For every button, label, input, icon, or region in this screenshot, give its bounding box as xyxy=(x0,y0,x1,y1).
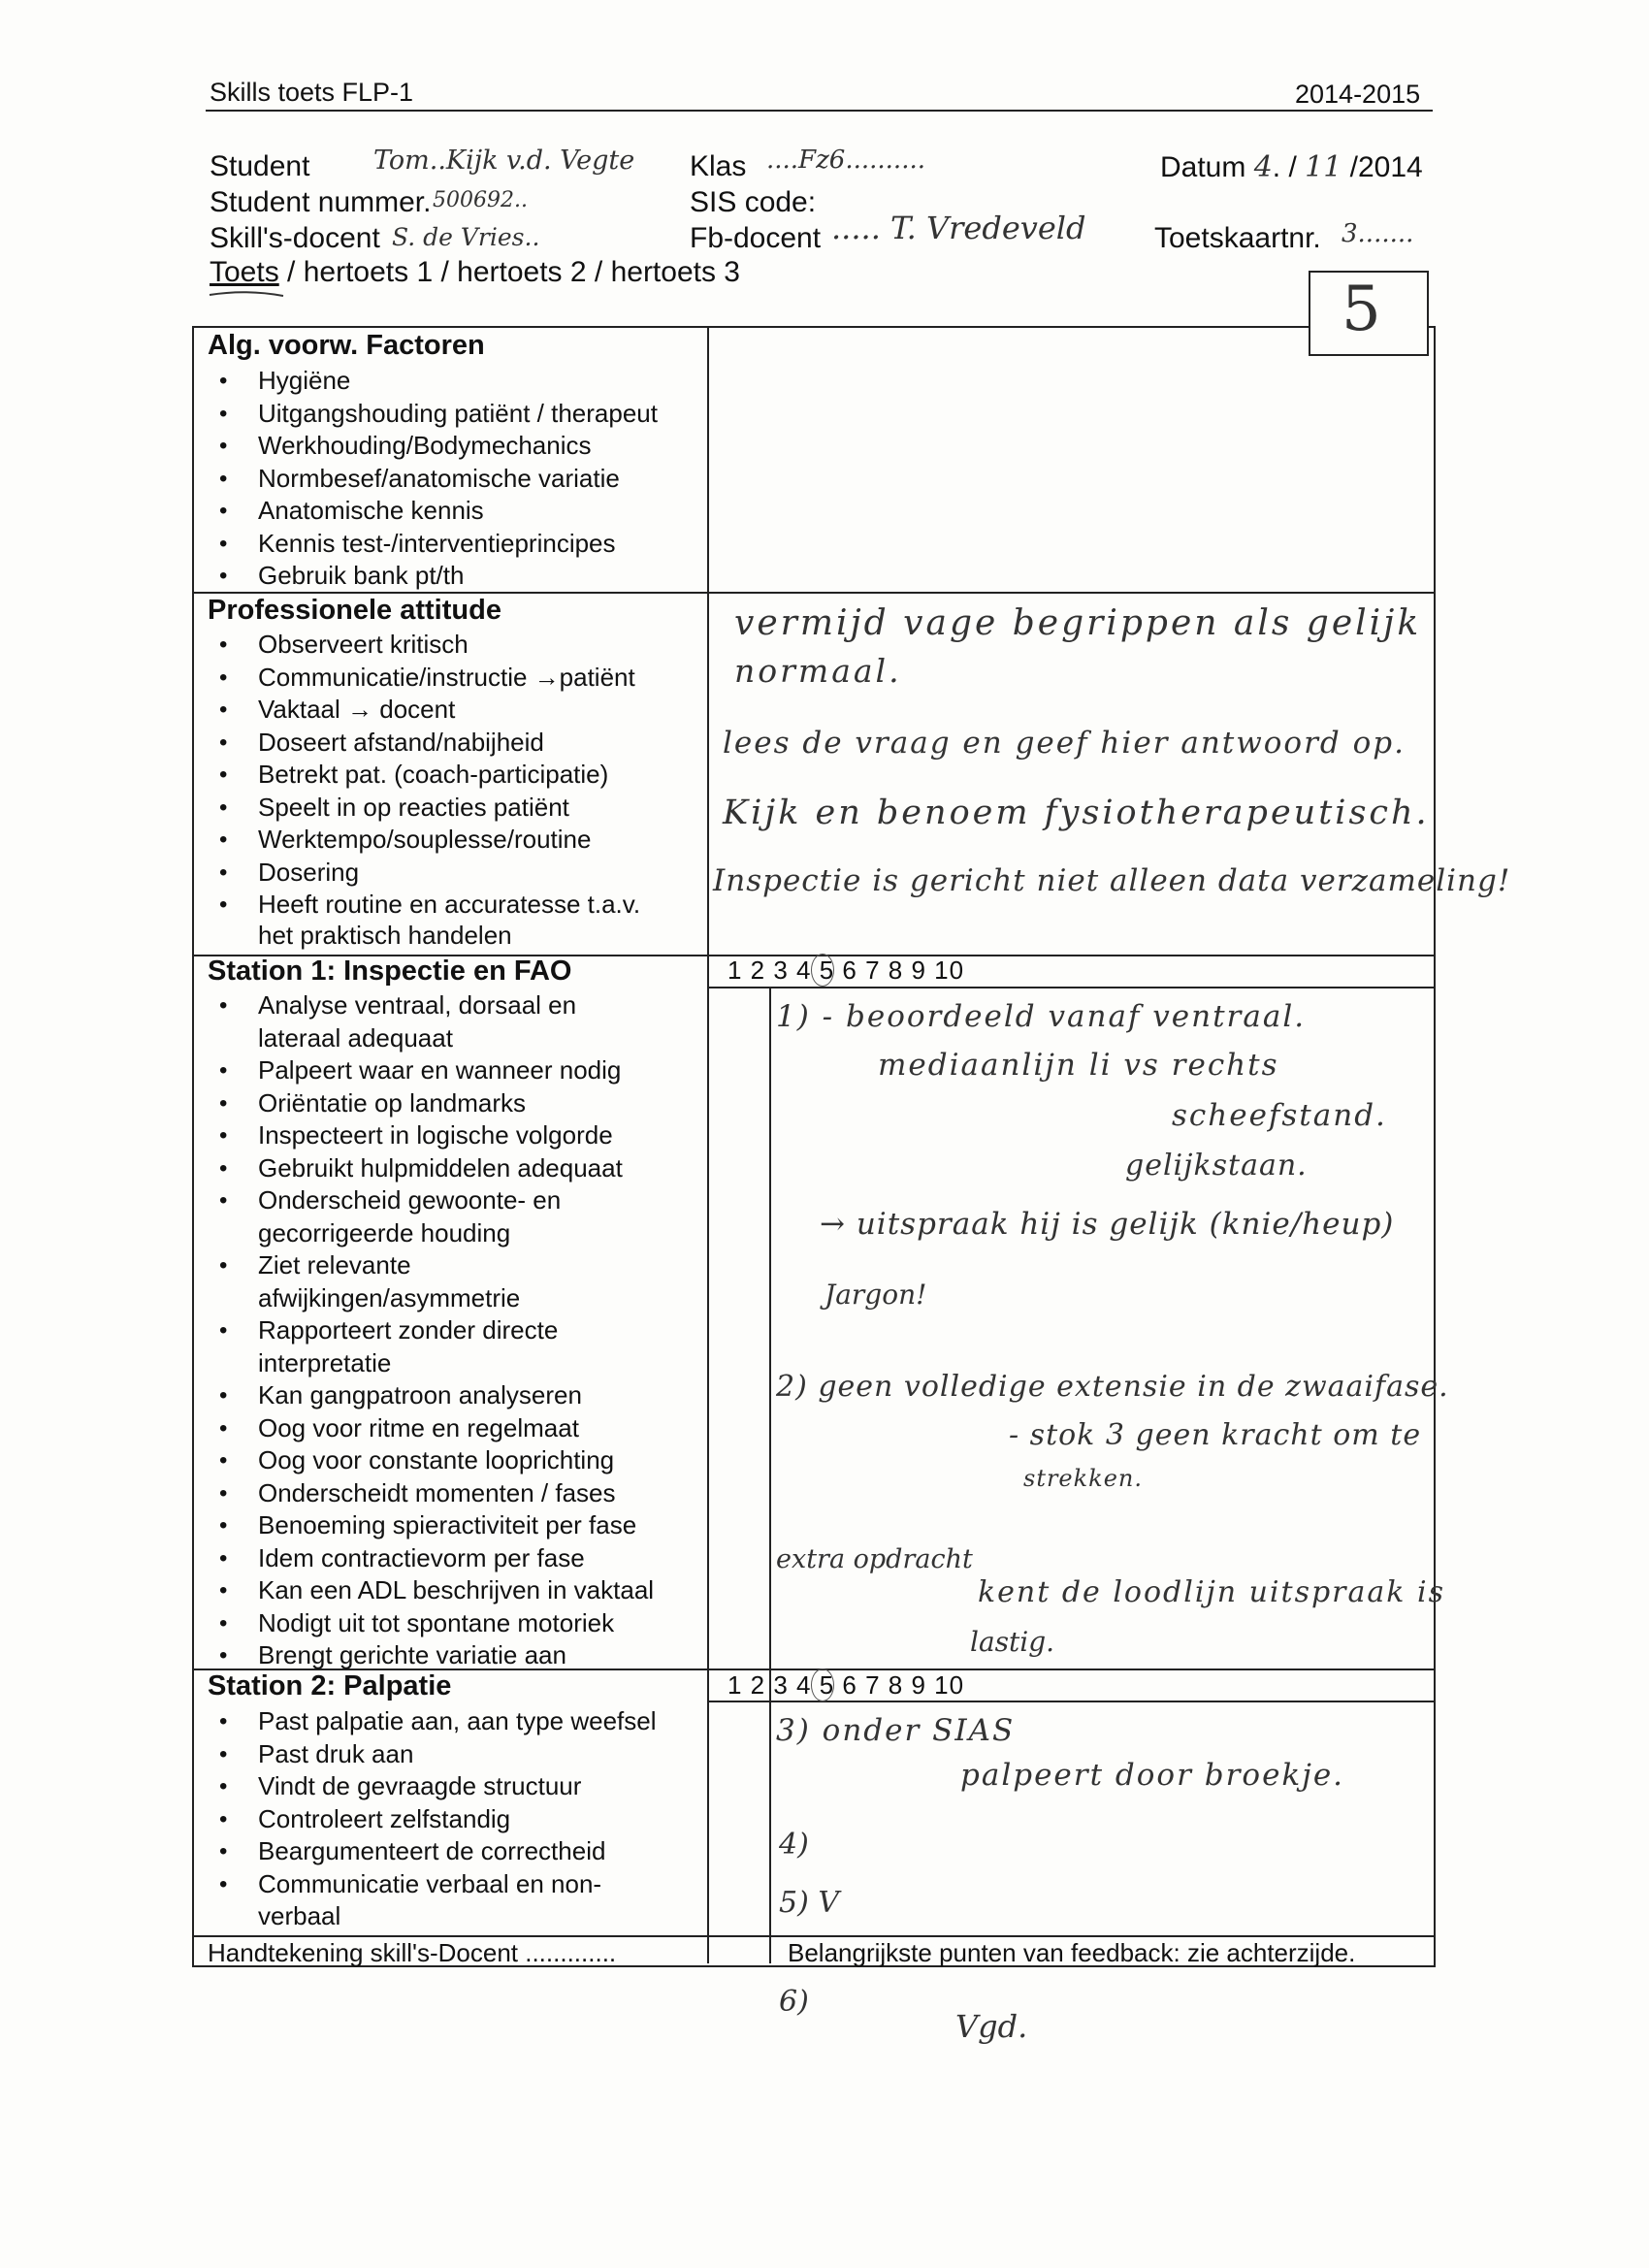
handwritten-note: lees de vraag en geef hier antwoord op. xyxy=(723,726,1406,761)
list-item: • Idem contractievorm per fase xyxy=(208,1542,654,1575)
station1-score-circle xyxy=(811,954,834,987)
handwritten-note: lastig. xyxy=(970,1626,1055,1658)
sub-column-divider xyxy=(769,987,771,1963)
station2-title: Station 2: Palpatie xyxy=(208,1670,452,1701)
list-item: • Heeft routine en accuratesse t.a.v. xyxy=(208,889,640,922)
handwritten-note: palpeert door broekje. xyxy=(960,1758,1345,1793)
divider-footer xyxy=(192,1935,1434,1937)
list-item: • Observeert kritisch xyxy=(208,629,640,662)
handwritten-note: 4) xyxy=(779,1828,809,1862)
toets-handwritten-underline xyxy=(208,287,285,301)
list-item: • Oog voor constante looprichting xyxy=(208,1444,654,1477)
student-name-value: Tom..Kijk v.d. Vegte xyxy=(373,146,635,176)
handwritten-note: Kijk en benoem fysiotherapeutisch. xyxy=(723,794,1430,832)
station1-items xyxy=(208,989,654,1672)
list-item: • Rapporteert zonder directe xyxy=(208,1314,654,1347)
list-item: • Onderscheid gewoonte- en xyxy=(208,1184,654,1217)
prof-items xyxy=(208,629,640,949)
fb-docent-label: Fb-docent xyxy=(690,222,822,254)
list-item: • Ziet relevante xyxy=(208,1249,654,1282)
list-item: • Normbesef/anatomische variatie xyxy=(208,463,658,496)
toets-underlined: Toets xyxy=(210,256,279,288)
handwritten-note: 1) - beoordeeld vanaf ventraal. xyxy=(776,999,1307,1034)
handwritten-note: - stok 3 geen kracht om te xyxy=(1009,1418,1422,1452)
list-item: • Kennis test-/interventieprincipes xyxy=(208,528,658,561)
list-item: afwijkingen/asymmetrie xyxy=(258,1282,521,1312)
list-item: interpretatie xyxy=(258,1347,392,1377)
form-title: Skills toets FLP-1 xyxy=(210,78,414,107)
list-item: • Werkhouding/Bodymechanics xyxy=(208,430,658,463)
skills-docent-value: S. de Vries.. xyxy=(392,223,540,251)
prof-title: Professionele attitude xyxy=(208,595,501,626)
toets-line: Toets / hertoets 1 / hertoets 2 / hertoets 3 xyxy=(210,256,740,288)
list-item: • Past palpatie aan, aan type weefsel xyxy=(208,1705,657,1738)
score-value: 5 xyxy=(1342,274,1381,345)
klas-value: ....Fz6.......... xyxy=(766,146,925,175)
list-item: • Werktempo/souplesse/routine xyxy=(208,824,640,857)
toetskaart-label: Toetskaartnr. xyxy=(1154,222,1321,254)
list-item: • Inspecteert in logische volgorde xyxy=(208,1119,654,1152)
datum-month: 11 xyxy=(1305,150,1342,184)
list-item: • Kan gangpatroon analyseren xyxy=(208,1379,654,1412)
station2-scale: 1 2 3 4 5 6 7 8 9 10 xyxy=(728,1670,965,1700)
student-number-label: Student nummer. xyxy=(210,186,432,218)
list-item: lateraal adequaat xyxy=(258,1022,453,1053)
header-divider xyxy=(206,110,1433,112)
handwritten-note: scheefstand. xyxy=(1172,1098,1387,1133)
skills-docent-label: Skill's-docent xyxy=(210,222,380,254)
list-item: • Betrekt pat. (coach-participatie) xyxy=(208,759,640,792)
signature-label: Handtekening skill's-Docent ............. xyxy=(208,1938,617,1967)
school-year: 2014-2015 xyxy=(1295,80,1421,109)
list-item: het praktisch handelen xyxy=(258,920,512,950)
handwritten-note: 2) geen volledige extensie in de zwaaifase. xyxy=(776,1370,1449,1404)
list-item: • Kan een ADL beschrijven in vaktaal xyxy=(208,1574,654,1607)
station1-title: Station 1: Inspectie en FAO xyxy=(208,956,572,987)
klas-label: Klas xyxy=(690,150,747,182)
list-item: • Vaktaal → docent xyxy=(208,694,640,727)
list-item: • Beargumenteert de correctheid xyxy=(208,1835,657,1868)
datum-day: 4 xyxy=(1253,150,1273,184)
handwritten-note: 6) xyxy=(779,1985,809,2019)
student-label: Student xyxy=(210,150,310,182)
handwritten-note: extra opdracht xyxy=(776,1544,973,1574)
list-item: • Nodigt uit tot spontane motoriek xyxy=(208,1607,654,1640)
list-item: • Dosering xyxy=(208,857,640,890)
column-divider xyxy=(707,326,709,1963)
alg-items xyxy=(208,365,658,593)
handwritten-note: Vgd. xyxy=(955,2008,1028,2045)
list-item: • Doseert afstand/nabijheid xyxy=(208,727,640,760)
student-number-value: 500692.. xyxy=(433,188,528,212)
handwritten-note: strekken. xyxy=(1023,1465,1144,1492)
list-item: • Communicatie/instructie →patiënt xyxy=(208,662,640,695)
list-item: • Communicatie verbaal en non- xyxy=(208,1868,657,1901)
list-item: • Past druk aan xyxy=(208,1738,657,1771)
station2-score-circle xyxy=(811,1669,834,1701)
list-item: • Analyse ventraal, dorsaal en xyxy=(208,989,654,1022)
handwritten-note: gelijkstaan. xyxy=(1125,1149,1308,1183)
handwritten-note: Jargon! xyxy=(824,1279,927,1311)
handwritten-note: 5) V xyxy=(779,1886,839,1920)
feedback-label: Belangrijkste punten van feedback: zie achterzijde. xyxy=(788,1938,1356,1967)
list-item: gecorrigeerde houding xyxy=(258,1217,511,1247)
list-item: • Palpeert waar en wanneer nodig xyxy=(208,1054,654,1087)
list-item: • Onderscheidt momenten / fases xyxy=(208,1477,654,1510)
divider-scale2 xyxy=(708,1701,1434,1702)
handwritten-note: vermijd vage begrippen als gelijk xyxy=(734,603,1422,643)
alg-title: Alg. voorw. Factoren xyxy=(208,330,485,361)
station2-items xyxy=(208,1705,657,1933)
list-item: verbaal xyxy=(258,1901,341,1930)
list-item: • Brengt gerichte variatie aan xyxy=(208,1639,654,1672)
handwritten-note: mediaanlijn li vs rechts xyxy=(878,1048,1279,1083)
handwritten-note: 3) onder SIAS xyxy=(776,1713,1016,1748)
divider-scale1 xyxy=(708,987,1434,988)
handwritten-note: normaal. xyxy=(734,652,902,690)
station1-scale: 1 2 3 4 5 6 7 8 9 10 xyxy=(728,956,965,985)
handwritten-note: kent de loodlijn uitspraak is xyxy=(978,1575,1445,1609)
fb-docent-value: ..... T. Vredeveld xyxy=(831,210,1086,246)
list-item: • Benoeming spieractiviteit per fase xyxy=(208,1509,654,1542)
list-item: • Speelt in op reacties patiënt xyxy=(208,792,640,825)
list-item: • Gebruik bank pt/th xyxy=(208,560,658,593)
list-item: • Anatomische kennis xyxy=(208,495,658,528)
list-item: • Uitgangshouding patiënt / therapeut xyxy=(208,398,658,431)
handwritten-note: Inspectie is gericht niet alleen data verzameling! xyxy=(713,863,1511,898)
list-item: • Vindt de gevraagde structuur xyxy=(208,1770,657,1803)
list-item: • Oog voor ritme en regelmaat xyxy=(208,1412,654,1445)
list-item: • Oriëntatie op landmarks xyxy=(208,1087,654,1120)
list-item: • Controleert zelfstandig xyxy=(208,1803,657,1836)
datum-label: Datum 4. / 11 /2014 xyxy=(1160,150,1423,184)
list-item: • Hygiëne xyxy=(208,365,658,398)
sis-code-label: SIS code: xyxy=(690,186,817,218)
handwritten-note: → uitspraak hij is gelijk (knie/heup) xyxy=(820,1207,1395,1242)
toetskaart-value: 3....... xyxy=(1342,219,1414,248)
list-item: • Gebruikt hulpmiddelen adequaat xyxy=(208,1152,654,1185)
